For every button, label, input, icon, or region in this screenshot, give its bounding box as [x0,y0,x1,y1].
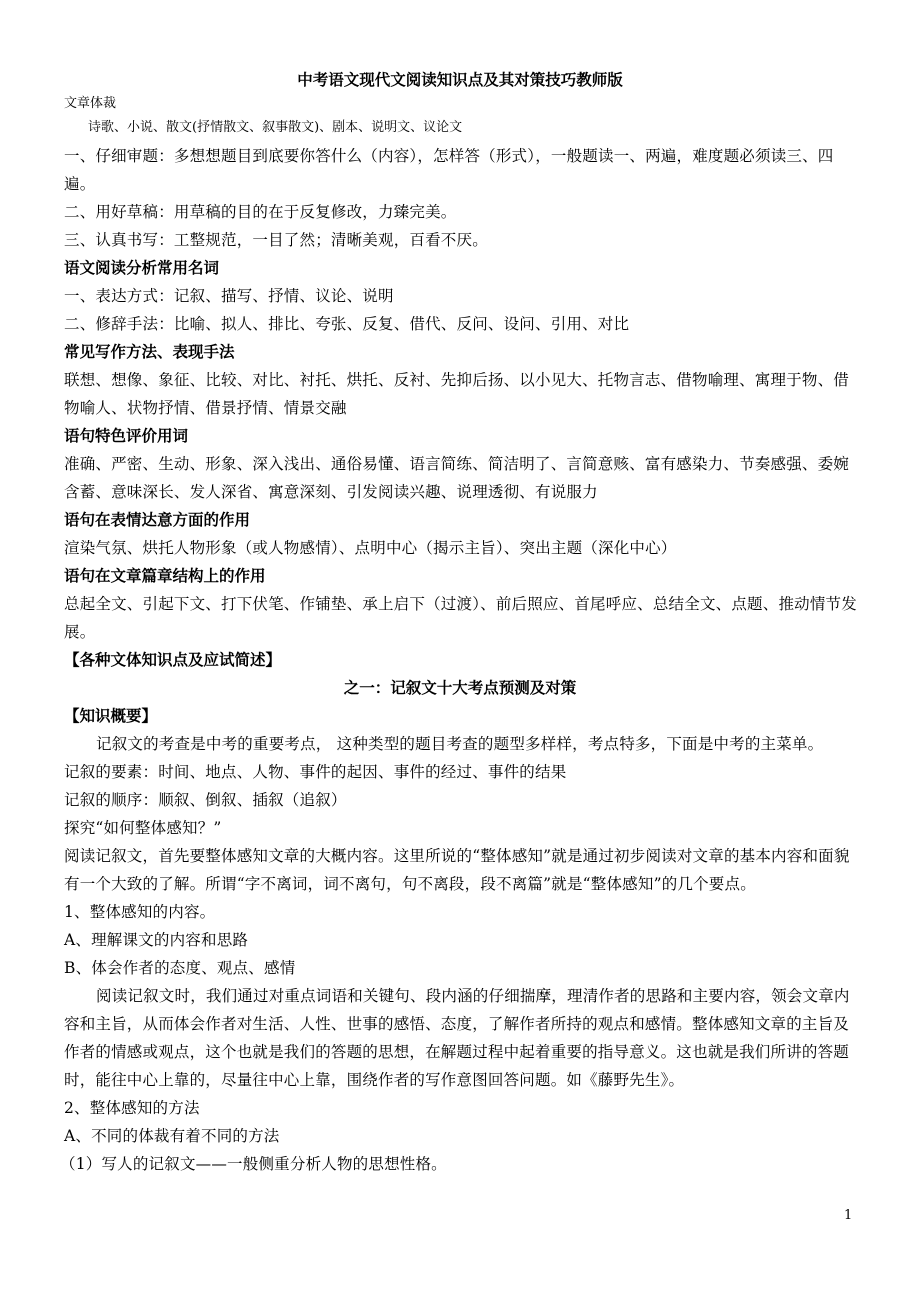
item-2a-1: （1）写人的记叙文——一般侧重分析人物的思想性格。 [60,1155,447,1173]
reading-paragraph: 阅读记叙文时，我们通过对重点词语和关键句、段内涵的仔细揣摩，理清作者的思路和主要内容，领会文章内容和主旨，从而体会作者对生活、人性、世事的感悟、态度，了解作者所持的观点和感情。整体感知文章的主旨及作者的情感或观点，这个也就是我们的答题的思想，在解题过程中起着重要的指导意义。这也就是我们所讲的答题时，能往中心上靠的，尽量往中心上靠，围绕作者的写作意图回答问题。如《藤野先生》。 [64,987,850,1089]
methods-heading: 常见写作方法、表现手法 [64,343,235,361]
emotion-heading: 语句在表情达意方面的作用 [64,511,251,529]
terms-expression: 一、表达方式：记叙、描写、抒情、议论、说明 [64,287,394,305]
narrative-order: 记叙的顺序：顺叙、倒叙、插叙（追叙） [64,791,347,809]
item-1a: A、理解课文的内容和思路 [64,931,249,949]
eval-heading: 语句特色评价用词 [64,427,189,445]
narrative-elements: 记叙的要素：时间、地点、人物、事件的起因、事件的经过、事件的结果 [64,763,567,781]
document-title: 中考语文现代文阅读知识点及其对策技巧教师版 [297,71,623,89]
tip-3: 三、认真书写：工整规范，一目了然；清晰美观，百看不厌。 [64,231,488,249]
item-2: 2、整体感知的方法 [64,1099,200,1117]
genre-list: 诗歌、小说、散文(抒情散文、叙事散文)、剧本、说明文、议论文 [88,120,463,135]
section-heading: 【各种文体知识点及应试简述】 [64,651,282,669]
emotion-text: 渲染气氛、烘托人物形象（或人物感情）、点明中心（揭示主旨）、突出主题（深化中心） [64,539,677,557]
eval-text: 准确、严密、生动、形象、深入浅出、通俗易懂、语言简练、简洁明了、言简意赅、富有感染力、节奏感强、委婉含蓄、意味深长、发人深省、寓意深刻、引发阅读兴趣、说理透彻、有说服力 [64,455,850,501]
terms-heading: 语文阅读分析常用名词 [64,259,220,277]
item-1b: B、体会作者的态度、观点、感情 [64,959,296,977]
item-2a: A、不同的体裁有着不同的方法 [64,1127,280,1145]
overview-heading: 【知识概要】 [64,707,158,725]
explore-question: 探究“如何整体感知？” [64,819,222,837]
intro-paragraph: 记叙文的考查是中考的重要考点， 这种类型的题目考查的题型多样样，考点特多，下面是中考的主菜单。 [96,735,824,753]
methods-text: 联想、想像、象征、比较、对比、衬托、烘托、反衬、先抑后扬、以小见大、托物言志、借物喻理、寓理于物、借物喻人、状物抒情、借景抒情、情景交融 [64,371,850,417]
structure-text: 总起全文、引起下文、打下伏笔、作铺垫、承上启下（过渡）、前后照应、首尾呼应、总结全文、点题、推动情节发展。 [64,595,857,641]
terms-rhetoric: 二、修辞手法：比喻、拟人、排比、夸张、反复、借代、反问、设问、引用、对比 [64,315,630,333]
page-number: 1 [844,1208,853,1223]
item-1: 1、整体感知的内容。 [64,903,216,921]
subsection-title: 之一：记叙文十大考点预测及对策 [343,679,577,697]
tip-2: 二、用好草稿：用草稿的目的在于反复修改，力臻完美。 [64,203,457,221]
structure-heading: 语句在文章篇章结构上的作用 [64,567,266,585]
tip-1: 一、仔细审题：多想想题目到底要你答什么（内容），怎样答（形式），一般题读一、两遍，难度题必须读三、四遍。 [64,147,834,193]
genre-heading: 文章体裁 [64,96,117,111]
explain-paragraph: 阅读记叙文，首先要整体感知文章的大概内容。这里所说的“整体感知”就是通过初步阅读对文章的基本内容和面貌有一个大致的了解。所谓“字不离词，词不离句，句不离段，段不离篇”就是“整体感知”的几个要点。 [64,847,850,893]
